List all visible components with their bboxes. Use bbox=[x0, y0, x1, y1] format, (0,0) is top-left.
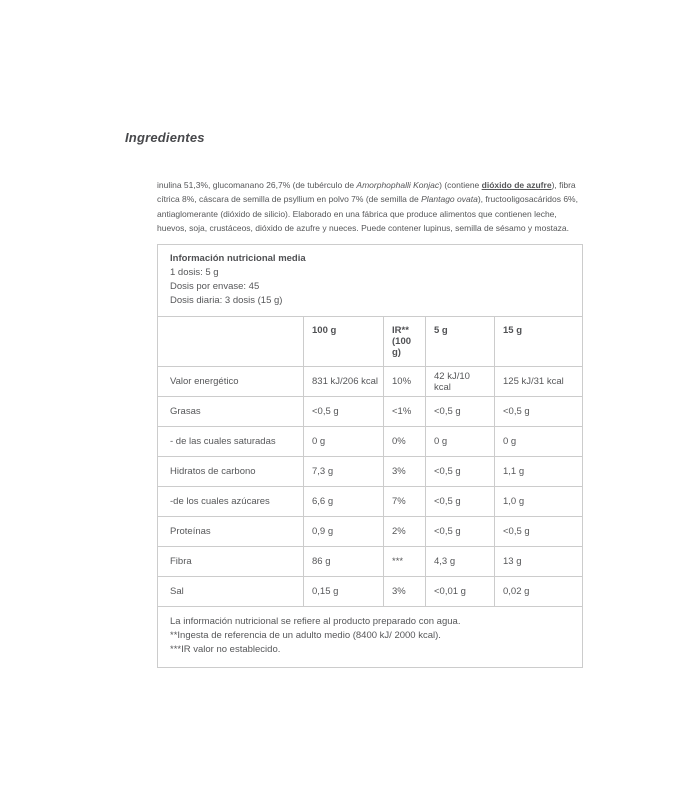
column-header-blank bbox=[158, 317, 304, 367]
cell-value: 10% bbox=[384, 367, 426, 397]
allergen-sulfur-dioxide: dióxido de azufre bbox=[481, 180, 552, 190]
row-label: - de las cuales saturadas bbox=[158, 427, 304, 457]
table-footnotes-cell bbox=[158, 607, 583, 668]
cell-value: 6,6 g bbox=[304, 487, 384, 517]
ingredients-text-segment: ) (contiene bbox=[439, 180, 482, 190]
cell-value: 7% bbox=[384, 487, 426, 517]
cell-value: 1,1 g bbox=[495, 457, 583, 487]
footnote-ir-not-established: ***IR valor no establecido. bbox=[170, 644, 281, 656]
cell-value: 2% bbox=[384, 517, 426, 547]
cell-value: 7,3 g bbox=[304, 457, 384, 487]
cell-value: <0,5 g bbox=[304, 397, 384, 427]
table-info-cell bbox=[158, 245, 583, 317]
table-column-header-row bbox=[158, 317, 583, 367]
cell-value: 1,0 g bbox=[495, 487, 583, 517]
cell-value: <1% bbox=[384, 397, 426, 427]
cell-value: 125 kJ/31 kcal bbox=[495, 367, 583, 397]
row-label: Valor energético bbox=[158, 367, 304, 397]
cell-value: <0,5 g bbox=[426, 457, 495, 487]
cell-value: 0,02 g bbox=[495, 577, 583, 607]
column-header-ir-sub: (100 g) bbox=[392, 336, 412, 359]
footnote-prepared-with-water: La información nutricional se refiere al producto preparado con agua. bbox=[170, 616, 461, 628]
row-label: Hidratos de carbono bbox=[158, 457, 304, 487]
table-row-fat bbox=[158, 397, 583, 427]
row-label: Sal bbox=[158, 577, 304, 607]
row-label: -de los cuales azúcares bbox=[158, 487, 304, 517]
table-footnotes-row bbox=[158, 607, 583, 668]
cell-value: <0,5 g bbox=[495, 517, 583, 547]
cell-value: 0 g bbox=[304, 427, 384, 457]
doses-per-container-line: Dosis por envase: 45 bbox=[170, 281, 260, 293]
cell-value: 831 kJ/206 kcal bbox=[304, 367, 384, 397]
cell-value: 3% bbox=[384, 457, 426, 487]
cell-value: 0,9 g bbox=[304, 517, 384, 547]
cell-value: 4,3 g bbox=[426, 547, 495, 577]
ingredients-text-segment: ), fibra cítrica 8%, cáscara de semilla de psyllium en polvo 7% (de semilla de bbox=[157, 180, 576, 205]
row-label: Grasas bbox=[158, 397, 304, 427]
latin-name-amorphophalli: Amorphophalli Konjac bbox=[356, 180, 440, 190]
nutrition-facts-table bbox=[157, 244, 583, 668]
table-row-salt bbox=[158, 577, 583, 607]
table-row-energy bbox=[158, 367, 583, 397]
cell-value: *** bbox=[384, 547, 426, 577]
ingredients-text-segment: inulina 51,3%, glucomanano 26,7% (de tubérculo de bbox=[157, 180, 357, 190]
cell-value: 42 kJ/10 kcal bbox=[426, 367, 495, 397]
ingredients-heading: Ingredientes bbox=[125, 130, 205, 145]
daily-dose-line: Dosis diaria: 3 dosis (15 g) bbox=[170, 295, 283, 307]
cell-value: 0% bbox=[384, 427, 426, 457]
cell-value: <0,01 g bbox=[426, 577, 495, 607]
table-row-sugars bbox=[158, 487, 583, 517]
table-row-carbohydrates bbox=[158, 457, 583, 487]
cell-value: 0 g bbox=[426, 427, 495, 457]
table-info-header-row bbox=[158, 245, 583, 317]
table-row-fiber bbox=[158, 547, 583, 577]
column-header-5g: 5 g bbox=[426, 317, 495, 367]
cell-value: 0,15 g bbox=[304, 577, 384, 607]
column-header-ir bbox=[384, 317, 426, 367]
cell-value: 3% bbox=[384, 577, 426, 607]
cell-value: 0 g bbox=[495, 427, 583, 457]
cell-value: 13 g bbox=[495, 547, 583, 577]
ingredients-paragraph bbox=[157, 178, 582, 235]
ingredients-text-segment: ), fructooligosacáridos 6%, antiaglomerante (dióxido de silicio). Elaborado en una fábrica que produce alimentos que contienen leche, huevos, soja, crustáceos, dióxido de azufre y nueces. Puede contener lupinus, semilla de sésamo y mostaza. bbox=[157, 194, 578, 233]
ingredients-section bbox=[157, 178, 582, 668]
row-label: Fibra bbox=[158, 547, 304, 577]
column-header-100g: 100 g bbox=[304, 317, 384, 367]
table-row-protein bbox=[158, 517, 583, 547]
nutrition-info-title: Información nutricional media bbox=[170, 253, 306, 265]
column-header-15g: 15 g bbox=[495, 317, 583, 367]
column-header-ir-label: IR** bbox=[392, 325, 409, 337]
cell-value: <0,5 g bbox=[426, 397, 495, 427]
cell-value: 86 g bbox=[304, 547, 384, 577]
cell-value: <0,5 g bbox=[426, 487, 495, 517]
latin-name-plantago: Plantago ovata bbox=[421, 194, 478, 205]
cell-value: <0,5 g bbox=[495, 397, 583, 427]
cell-value: <0,5 g bbox=[426, 517, 495, 547]
row-label: Proteínas bbox=[158, 517, 304, 547]
footnote-reference-intake: **Ingesta de referencia de un adulto medio (8400 kJ/ 2000 kcal). bbox=[170, 630, 441, 642]
dose-size-line: 1 dosis: 5 g bbox=[170, 267, 219, 279]
table-row-saturated-fat bbox=[158, 427, 583, 457]
